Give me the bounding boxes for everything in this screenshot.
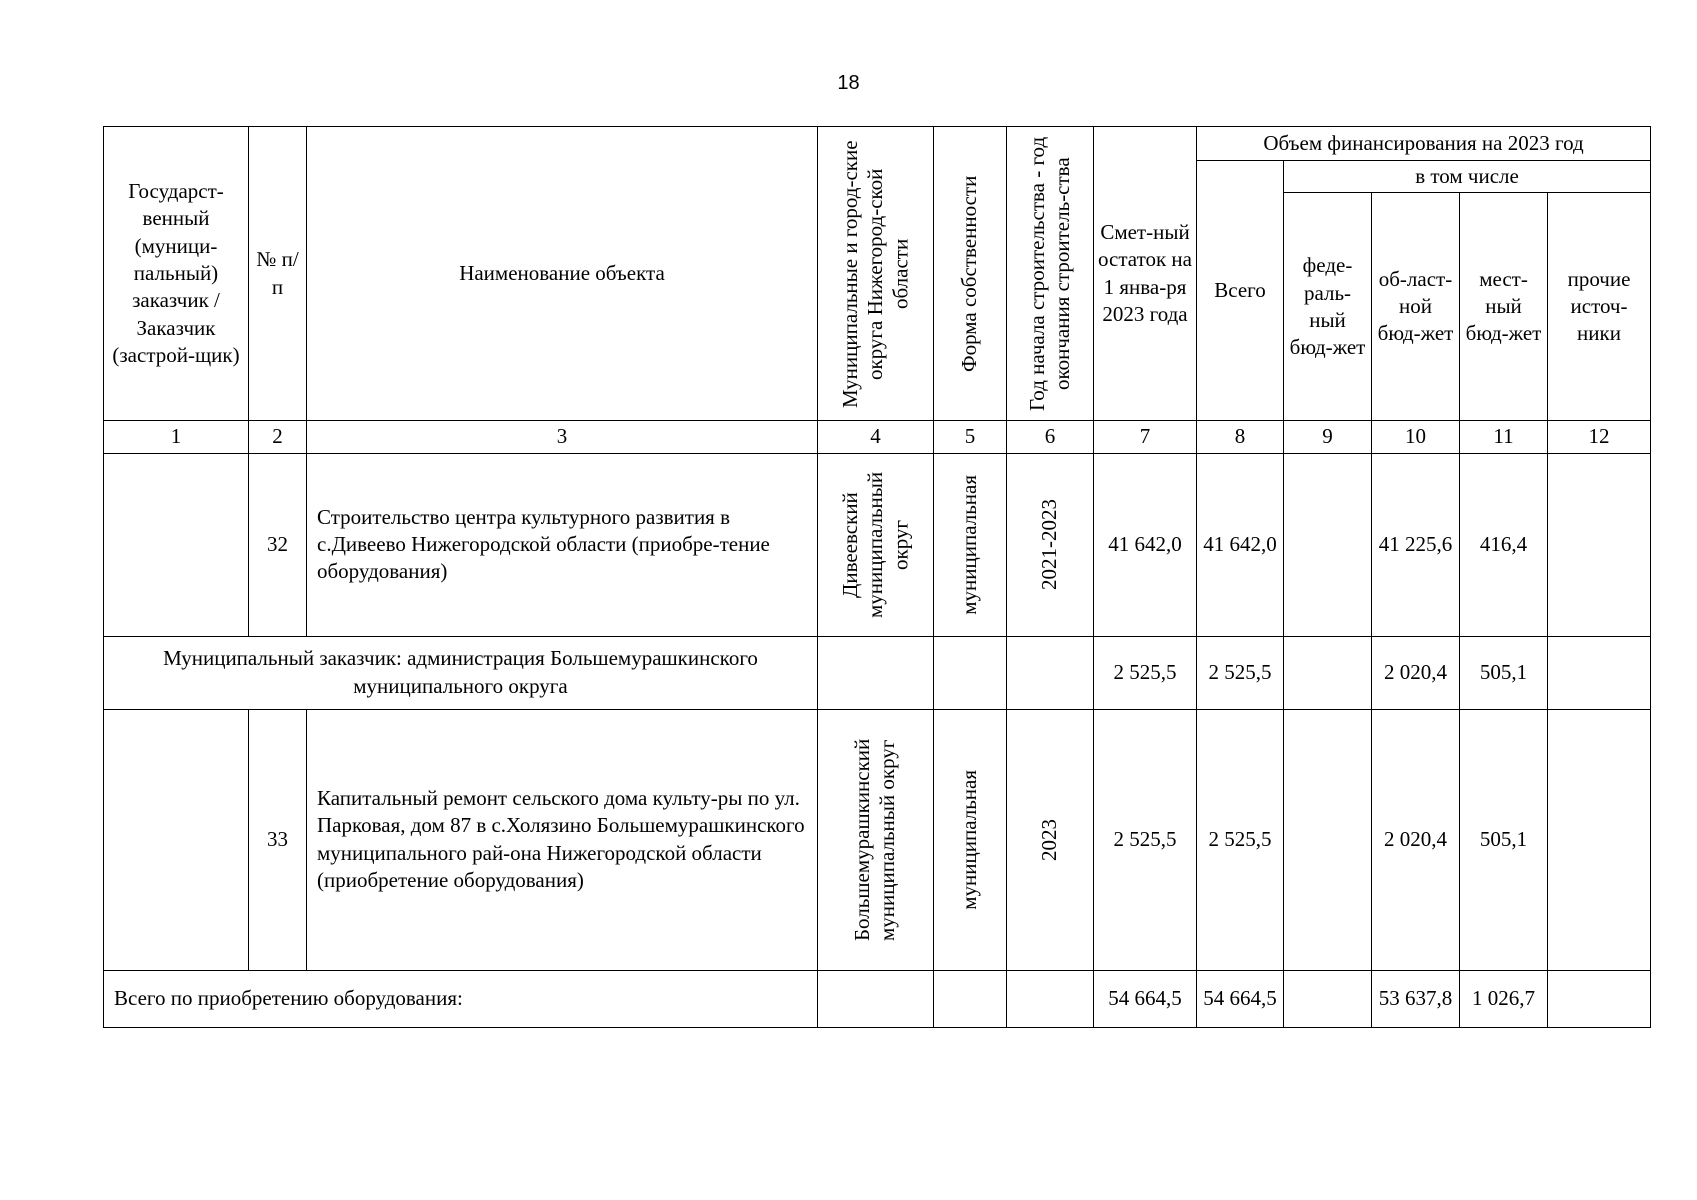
local-value: 416,4	[1460, 453, 1548, 636]
municipality-text: Дивеевский муниципальный округ	[837, 471, 913, 618]
row-number: 33	[249, 709, 307, 970]
header-num: № п/п	[249, 127, 307, 421]
local-value: 1 026,7	[1460, 970, 1548, 1027]
other-value	[1548, 453, 1651, 636]
municipality-cell	[818, 453, 934, 636]
estimate-value: 41 642,0	[1094, 453, 1197, 636]
regional-value: 53 637,8	[1372, 970, 1460, 1027]
ownership-text: муниципальная	[957, 769, 982, 910]
header-years	[1007, 127, 1094, 421]
header-customer: Государст-венный (муници-пальный) заказчик / Заказчик (застрой-щик)	[104, 127, 249, 421]
header-object-name: Наименование объекта	[307, 127, 818, 421]
header-federal: феде-раль-ный бюд-жет	[1284, 193, 1372, 421]
header-estimate: Смет-ный остаток на 1 янва-ря 2023 года	[1094, 127, 1197, 421]
header-total: Всего	[1197, 161, 1284, 421]
ownership-text: муниципальная	[957, 474, 982, 615]
column-number: 5	[934, 421, 1007, 453]
header-financing: Объем финансирования на 2023 год	[1197, 127, 1651, 161]
regional-value: 2 020,4	[1372, 709, 1460, 970]
municipality-text: Большемурашкинский муниципальный округ	[850, 738, 900, 941]
years-cell	[1007, 970, 1094, 1027]
ownership-cell	[934, 636, 1007, 709]
column-number: 10	[1372, 421, 1460, 453]
estimate-value: 54 664,5	[1094, 970, 1197, 1027]
estimate-value: 2 525,5	[1094, 709, 1197, 970]
customer-cell	[104, 709, 249, 970]
years-text: 2021-2023	[1037, 499, 1062, 591]
header-other: прочие источ-ники	[1548, 193, 1651, 421]
years-text: 2023	[1037, 818, 1062, 861]
other-value	[1548, 970, 1651, 1027]
object-name: Капитальный ремонт сельского дома культу-ры по ул. Парковая, дом 87 в с.Холязино Большемурашкинского муниципального рай-она Нижегородской области (приобретение оборудования)	[307, 709, 818, 970]
subtotal-row	[104, 636, 1651, 709]
municipality-cell	[818, 970, 934, 1027]
column-number: 8	[1197, 421, 1284, 453]
ownership-cell	[934, 453, 1007, 636]
row-number: 32	[249, 453, 307, 636]
object-name: Строительство центра культурного развития в с.Дивеево Нижегородской области (приобре-тение оборудования)	[307, 453, 818, 636]
header-including: в том числе	[1284, 161, 1651, 193]
grand-total-label: Всего по приобретению оборудования:	[104, 970, 818, 1027]
regional-value: 41 225,6	[1372, 453, 1460, 636]
grand-total-row	[104, 970, 1651, 1027]
header-ownership-text: Форма собственности	[957, 175, 982, 372]
table-row	[104, 453, 1651, 636]
local-value: 505,1	[1460, 636, 1548, 709]
regional-value: 2 020,4	[1372, 636, 1460, 709]
federal-value	[1284, 970, 1372, 1027]
header-municipality	[818, 127, 934, 421]
federal-value	[1284, 453, 1372, 636]
column-number: 4	[818, 421, 934, 453]
years-cell	[1007, 709, 1094, 970]
page-number: 18	[837, 72, 860, 94]
column-number: 2	[249, 421, 307, 453]
column-number: 9	[1284, 421, 1372, 453]
municipality-cell	[818, 636, 934, 709]
federal-value	[1284, 709, 1372, 970]
ownership-cell	[934, 709, 1007, 970]
column-number: 12	[1548, 421, 1651, 453]
header-years-text: Год начала строительства - год окончания строитель-ства	[1024, 136, 1074, 411]
total-value: 2 525,5	[1197, 709, 1284, 970]
customer-cell	[104, 453, 249, 636]
column-number-row	[104, 421, 1651, 453]
municipality-cell	[818, 709, 934, 970]
ownership-cell	[934, 970, 1007, 1027]
header-local: мест-ный бюд-жет	[1460, 193, 1548, 421]
column-number: 6	[1007, 421, 1094, 453]
other-value	[1548, 636, 1651, 709]
subtotal-label: Муниципальный заказчик: администрация Большемурашкинского муниципального округа	[104, 636, 818, 709]
local-value: 505,1	[1460, 709, 1548, 970]
total-value: 54 664,5	[1197, 970, 1284, 1027]
years-cell	[1007, 453, 1094, 636]
financing-table	[103, 126, 1651, 1028]
estimate-value: 2 525,5	[1094, 636, 1197, 709]
column-number: 7	[1094, 421, 1197, 453]
table-row	[104, 709, 1651, 970]
federal-value	[1284, 636, 1372, 709]
header-ownership	[934, 127, 1007, 421]
total-value: 41 642,0	[1197, 453, 1284, 636]
column-number: 1	[104, 421, 249, 453]
column-number: 3	[307, 421, 818, 453]
other-value	[1548, 709, 1651, 970]
total-value: 2 525,5	[1197, 636, 1284, 709]
years-cell	[1007, 636, 1094, 709]
column-number: 11	[1460, 421, 1548, 453]
header-municipality-text: Муниципальные и город-ские округа Нижегород-ской области	[837, 139, 913, 408]
header-regional: об-ласт-ной бюд-жет	[1372, 193, 1460, 421]
